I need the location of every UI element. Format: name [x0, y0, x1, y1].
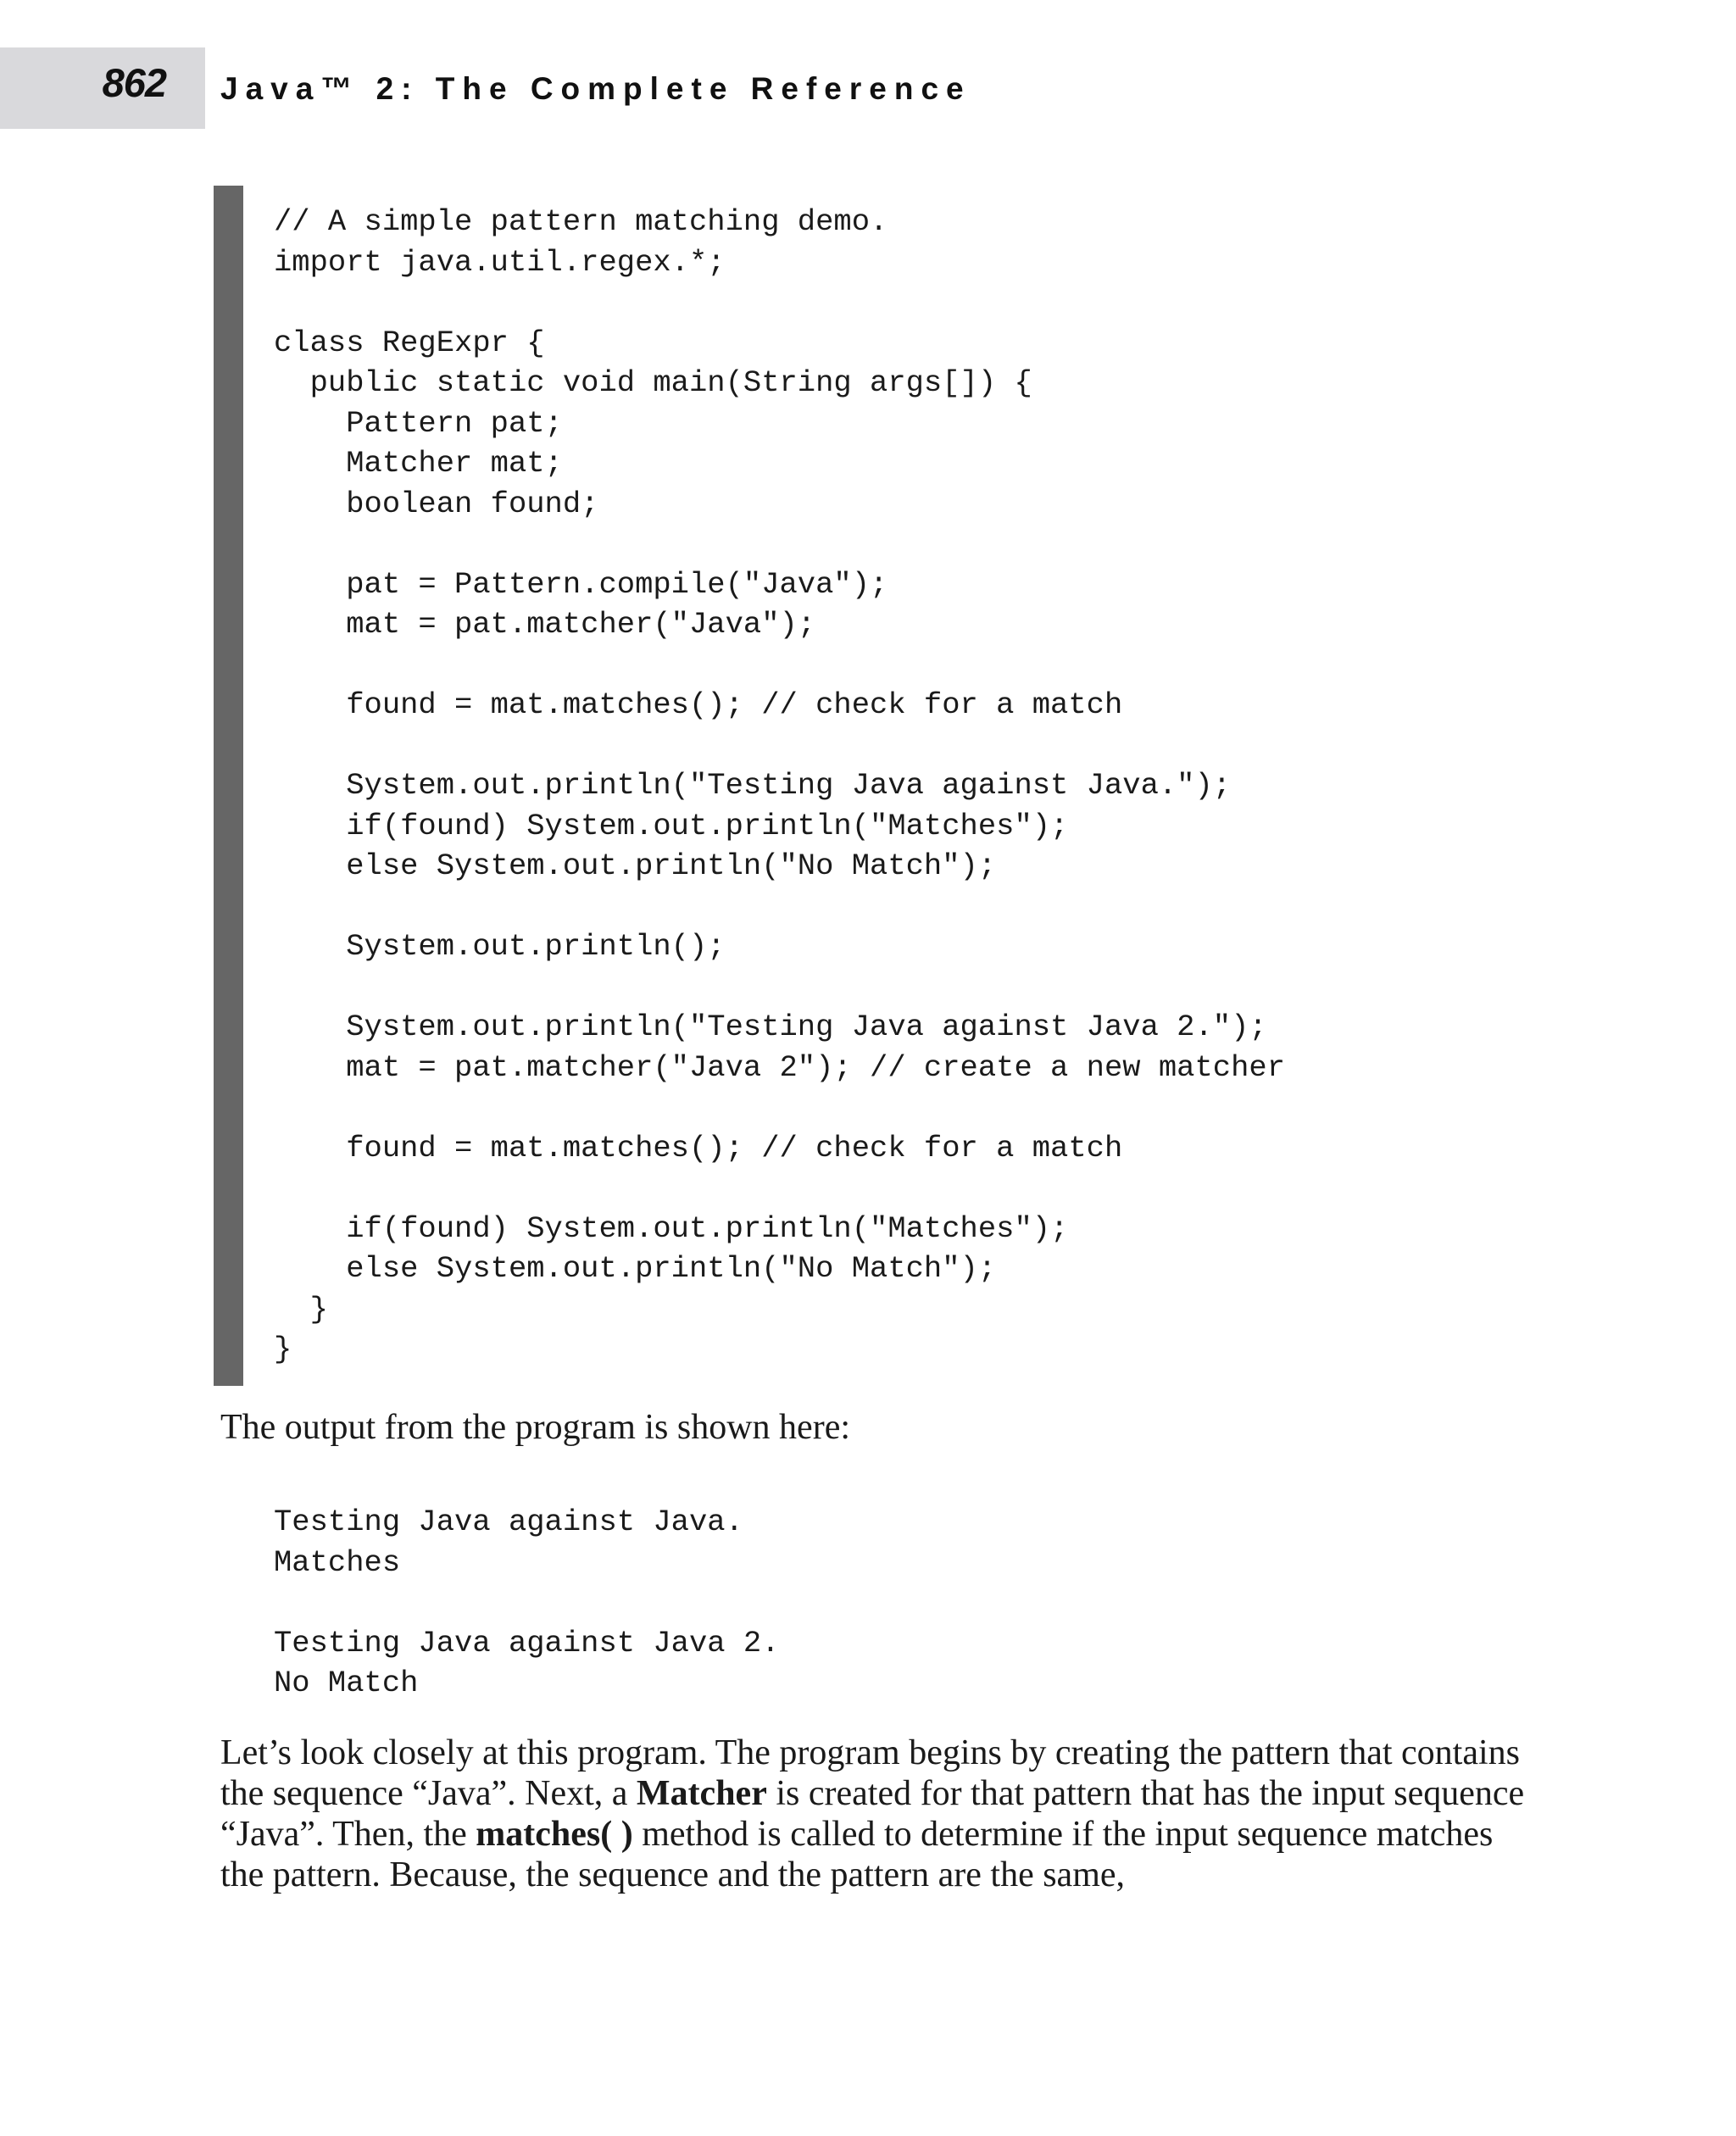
- paragraph-text-1: Let’s look closely at this program. The program begins by creating the pattern that contains the sequence “Java”. Next, a: [220, 1733, 1520, 1813]
- running-head: Java™ 2: The Complete Reference: [220, 71, 971, 106]
- program-output: Testing Java against Java. Matches Testing Java against Java 2. No Match: [274, 1505, 780, 1700]
- paragraph-text-2: is created for that pattern that has the input sequence “Java”. Then, the: [220, 1774, 1525, 1854]
- term-matches-method: matches( ): [476, 1815, 633, 1854]
- term-matcher: Matcher: [636, 1774, 767, 1813]
- page-number-box: [0, 47, 205, 129]
- code-listing-bar: [214, 186, 243, 1386]
- output-intro-text: The output from the program is shown here:: [220, 1408, 850, 1447]
- paragraph-text-3: method is called to determine if the input sequence matches the pattern. Because, the sequence and the pattern are the same,: [220, 1815, 1494, 1894]
- page-number: 862: [102, 60, 166, 105]
- body-paragraph: [220, 1733, 1543, 1895]
- code-listing: // A simple pattern matching demo. import java.util.regex.*; class RegExpr { public static void main(String args[]) { Pattern pat; Matcher mat; boolean found; pat = Pattern.compile("Java"); mat = pat.matcher("Java"); found = mat.matches(); // check for a match System.out.println("Testing Java against Java."); if(found) System.out.println("Matches"); else System.out.println("No Match"); System.out.println(); System.out.println("Testing Java against Java 2."); mat = pat.matcher("Java 2"); // create a new matcher found = mat.matches(); // check for a match if(found) System.out.println("Matches"); else System.out.println("No Match"); } }: [274, 204, 1285, 1366]
